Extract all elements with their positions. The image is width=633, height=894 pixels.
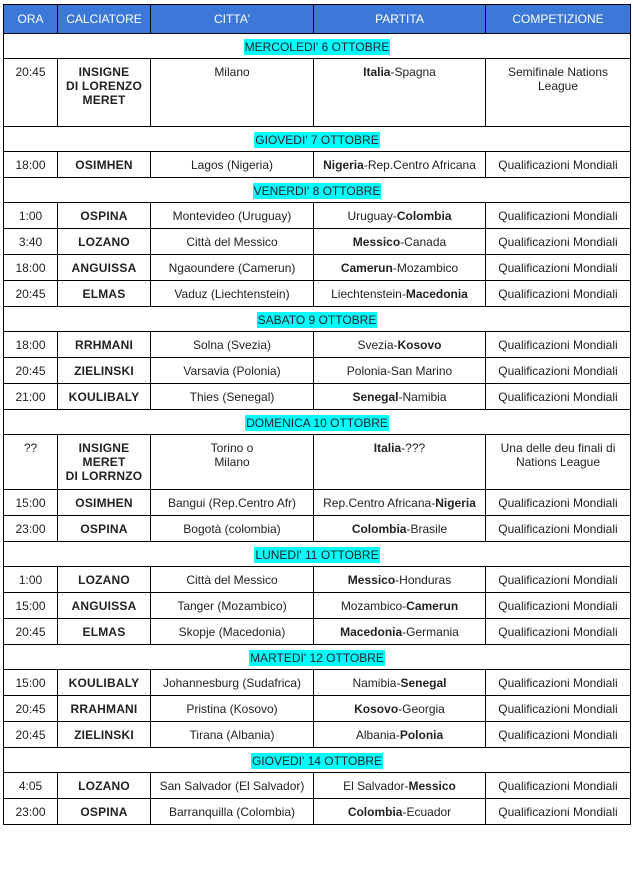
- match-city-text: Città del Messico: [186, 235, 278, 249]
- match-time: [4, 773, 58, 799]
- match-row: [4, 490, 631, 516]
- match-competition-text: Qualificazioni Mondiali: [498, 209, 618, 223]
- match-time-text: 15:00: [15, 496, 46, 510]
- match-fixture: [314, 799, 486, 825]
- team-separator: -: [401, 441, 406, 455]
- match-time-text: 20:45: [15, 65, 46, 79]
- match-player: [58, 490, 151, 516]
- day-row: [4, 178, 631, 203]
- match-player-text: ZIELINSKI: [74, 728, 134, 742]
- match-time-text: 21:00: [15, 390, 46, 404]
- team-home: Kosovo: [354, 702, 399, 716]
- team-home: Uruguay: [347, 209, 393, 223]
- match-time-text: 1:00: [18, 573, 43, 587]
- match-time: [4, 670, 58, 696]
- day-label: VENERDI' 8 OTTOBRE: [253, 184, 381, 198]
- match-city: [151, 619, 314, 645]
- day-label: LUNEDI' 11 OTTOBRE: [255, 548, 379, 562]
- day-cell: [4, 748, 631, 773]
- match-city-text: San Salvador (El Salvador): [159, 779, 305, 793]
- match-row: [4, 229, 631, 255]
- match-fixture: [314, 490, 486, 516]
- match-time-text: ??: [23, 441, 38, 455]
- match-city: [151, 490, 314, 516]
- match-fixture: [314, 59, 486, 127]
- match-player-text: LOZANO: [78, 235, 130, 249]
- match-competition-text: Qualificazioni Mondiali: [498, 702, 618, 716]
- match-player: [58, 281, 151, 307]
- match-fixture: [314, 516, 486, 542]
- match-city: [151, 516, 314, 542]
- team-home: Svezia: [357, 338, 394, 352]
- match-player-text: OSPINA: [80, 522, 128, 536]
- team-away: Spagna: [394, 65, 436, 79]
- match-competition: [486, 358, 631, 384]
- match-competition: [486, 435, 631, 490]
- team-home: Senegal: [352, 390, 399, 404]
- match-player-text: KOULIBALY: [68, 390, 140, 404]
- match-city: [151, 567, 314, 593]
- match-player: [58, 722, 151, 748]
- match-competition: [486, 255, 631, 281]
- day-label: MARTEDI' 12 OTTOBRE: [250, 651, 384, 665]
- match-time: [4, 490, 58, 516]
- match-fixture: [314, 384, 486, 410]
- match-competition-text: Qualificazioni Mondiali: [498, 573, 618, 587]
- match-competition-text: Qualificazioni Mondiali: [498, 805, 618, 819]
- match-player: [58, 229, 151, 255]
- match-player-text: ANGUISSA: [71, 599, 137, 613]
- match-competition-text: Qualificazioni Mondiali: [498, 779, 618, 793]
- team-away: Canada: [404, 235, 447, 249]
- match-player: [58, 152, 151, 178]
- match-city: [151, 696, 314, 722]
- match-time: [4, 722, 58, 748]
- match-time-text: 23:00: [15, 805, 46, 819]
- match-player: [58, 358, 151, 384]
- team-home: Italia: [373, 441, 402, 455]
- match-row: [4, 619, 631, 645]
- match-player-text: ANGUISSA: [71, 261, 137, 275]
- match-competition: [486, 152, 631, 178]
- match-competition-text: Qualificazioni Mondiali: [498, 235, 618, 249]
- day-label: DOMENICA 10 OTTOBRE: [246, 416, 388, 430]
- team-home: Camerun: [340, 261, 393, 275]
- match-city-text: Barranquilla (Colombia): [168, 805, 296, 819]
- day-cell: [4, 410, 631, 435]
- team-home: Messico: [352, 235, 401, 249]
- match-fixture: [314, 281, 486, 307]
- match-competition: [486, 593, 631, 619]
- team-separator: -: [395, 728, 400, 742]
- team-home: Namibia: [352, 676, 397, 690]
- team-separator: -: [392, 209, 397, 223]
- team-away: Rep.Centro Africana: [367, 158, 476, 172]
- match-row: [4, 516, 631, 542]
- match-city-text: Milano: [214, 65, 250, 79]
- match-city: [151, 229, 314, 255]
- match-time-text: 1:00: [18, 209, 43, 223]
- match-fixture: [314, 567, 486, 593]
- match-city-text: Tanger (Mozambico): [177, 599, 287, 613]
- match-player: [58, 593, 151, 619]
- team-away: ???: [405, 441, 426, 455]
- match-row: [4, 799, 631, 825]
- header-partita: PARTITA: [314, 5, 486, 34]
- match-city-text: Vaduz (Liechtenstein): [174, 287, 290, 301]
- match-time: [4, 203, 58, 229]
- match-player-text: LOZANO: [78, 573, 130, 587]
- match-competition-text: Qualificazioni Mondiali: [498, 390, 618, 404]
- match-city: [151, 281, 314, 307]
- match-fixture: [314, 619, 486, 645]
- match-city-text: Montevideo (Uruguay): [172, 209, 292, 223]
- match-city: [151, 670, 314, 696]
- match-fixture: [314, 670, 486, 696]
- match-competition-text: Qualificazioni Mondiali: [498, 599, 618, 613]
- team-separator: -: [392, 261, 397, 275]
- match-row: [4, 384, 631, 410]
- match-time: [4, 152, 58, 178]
- match-city: [151, 799, 314, 825]
- team-home: El Salvador: [343, 779, 405, 793]
- match-fixture: [314, 332, 486, 358]
- header-row: [4, 5, 631, 34]
- team-home: Italia: [363, 65, 391, 79]
- match-city: [151, 384, 314, 410]
- match-time: [4, 593, 58, 619]
- match-competition-text: Qualificazioni Mondiali: [498, 625, 618, 639]
- match-time: [4, 799, 58, 825]
- match-time-text: 15:00: [15, 599, 46, 613]
- match-competition: [486, 281, 631, 307]
- team-separator: -: [390, 65, 395, 79]
- match-city-text: Skopje (Macedonia): [178, 625, 286, 639]
- team-separator: -: [431, 496, 436, 510]
- match-fixture: [314, 358, 486, 384]
- day-label: GIOVEDI' 14 OTTOBRE: [251, 754, 383, 768]
- match-time-text: 18:00: [15, 261, 46, 275]
- match-row: [4, 670, 631, 696]
- day-row: [4, 34, 631, 59]
- match-fixture: [314, 722, 486, 748]
- team-home: Colombia: [351, 522, 407, 536]
- match-player-text: ZIELINSKI: [74, 364, 134, 378]
- match-player-text: RRAHMANI: [70, 702, 138, 716]
- match-competition-text: Semifinale Nations League: [507, 65, 609, 93]
- day-cell: [4, 127, 631, 152]
- match-player: [58, 203, 151, 229]
- match-fixture: [314, 203, 486, 229]
- team-away: Macedonia: [405, 287, 468, 301]
- match-time: [4, 567, 58, 593]
- header-ora: ORA: [4, 5, 58, 34]
- team-away: Messico: [408, 779, 456, 793]
- team-separator: -: [386, 364, 391, 378]
- header-competizione: COMPETIZIONE: [486, 5, 631, 34]
- match-fixture: [314, 773, 486, 799]
- match-player: [58, 567, 151, 593]
- team-separator: -: [396, 676, 401, 690]
- team-home: Mozambico: [340, 599, 403, 613]
- team-away: Kosovo: [397, 338, 442, 352]
- match-competition-text: Qualificazioni Mondiali: [498, 338, 618, 352]
- match-row: [4, 255, 631, 281]
- team-away: Senegal: [400, 676, 447, 690]
- team-separator: -: [406, 522, 411, 536]
- team-separator: -: [393, 338, 398, 352]
- match-player: [58, 255, 151, 281]
- match-city: [151, 332, 314, 358]
- day-row: [4, 410, 631, 435]
- match-player: [58, 696, 151, 722]
- match-city-text: Bogotà (colombia): [183, 522, 281, 536]
- match-row: [4, 281, 631, 307]
- match-time-text: 20:45: [15, 728, 46, 742]
- day-row: [4, 307, 631, 332]
- team-separator: -: [400, 235, 405, 249]
- match-city-text: Tirana (Albania): [189, 728, 275, 742]
- match-player-text: OSIMHEN: [75, 158, 133, 172]
- match-city: [151, 773, 314, 799]
- match-player-text: INSIGNE DI LORENZO MERET: [66, 65, 142, 107]
- match-row: [4, 567, 631, 593]
- match-city-text: Johannesburg (Sudafrica): [162, 676, 302, 690]
- match-city-text: Thies (Senegal): [189, 390, 275, 404]
- team-home: Polonia: [346, 364, 387, 378]
- team-home: Colombia: [347, 805, 403, 819]
- match-player-text: ELMAS: [82, 625, 126, 639]
- team-home: Rep.Centro Africana: [323, 496, 432, 510]
- match-city: [151, 59, 314, 127]
- match-competition-text: Qualificazioni Mondiali: [498, 364, 618, 378]
- team-away: Ecuador: [406, 805, 452, 819]
- match-city: [151, 593, 314, 619]
- team-home: Liechtenstein: [331, 287, 402, 301]
- match-time: [4, 435, 58, 490]
- match-city-text: Ngaoundere (Camerun): [168, 261, 296, 275]
- team-away: Polonia: [399, 728, 444, 742]
- match-competition: [486, 332, 631, 358]
- match-city-text: Solna (Svezia): [192, 338, 272, 352]
- team-away: Camerun: [406, 599, 459, 613]
- match-fixture: [314, 435, 486, 490]
- match-competition-text: Qualificazioni Mondiali: [498, 158, 618, 172]
- match-player-text: RRHMANI: [74, 338, 134, 352]
- match-competition: [486, 670, 631, 696]
- match-city: [151, 152, 314, 178]
- match-competition: [486, 773, 631, 799]
- schedule-sheet: [3, 4, 630, 825]
- team-separator: -: [395, 573, 400, 587]
- match-player: [58, 670, 151, 696]
- match-competition-text: Qualificazioni Mondiali: [498, 522, 618, 536]
- match-city-text: Torino o Milano: [210, 441, 254, 469]
- match-competition-text: Qualificazioni Mondiali: [498, 728, 618, 742]
- match-time: [4, 332, 58, 358]
- match-fixture: [314, 152, 486, 178]
- match-city: [151, 255, 314, 281]
- match-player: [58, 516, 151, 542]
- match-city: [151, 203, 314, 229]
- match-player: [58, 332, 151, 358]
- match-competition: [486, 203, 631, 229]
- match-player: [58, 619, 151, 645]
- match-time-text: 23:00: [15, 522, 46, 536]
- match-player-text: OSPINA: [80, 209, 128, 223]
- team-home: Nigeria: [323, 158, 364, 172]
- match-row: [4, 332, 631, 358]
- team-away: Mozambico: [396, 261, 459, 275]
- match-competition: [486, 490, 631, 516]
- team-home: Macedonia: [340, 625, 403, 639]
- team-separator: -: [404, 779, 409, 793]
- match-row: [4, 722, 631, 748]
- day-row: [4, 127, 631, 152]
- day-label: SABATO 9 OTTOBRE: [257, 313, 377, 327]
- match-player-text: OSIMHEN: [75, 496, 133, 510]
- match-competition: [486, 722, 631, 748]
- match-row: [4, 435, 631, 490]
- match-competition-text: Qualificazioni Mondiali: [498, 496, 618, 510]
- match-row: [4, 358, 631, 384]
- match-time-text: 20:45: [15, 287, 46, 301]
- match-city-text: Città del Messico: [186, 573, 278, 587]
- match-time: [4, 384, 58, 410]
- match-competition: [486, 384, 631, 410]
- match-time-text: 20:45: [15, 364, 46, 378]
- team-separator: -: [402, 625, 407, 639]
- match-competition-text: Qualificazioni Mondiali: [498, 676, 618, 690]
- header-calciatore: CALCIATORE: [58, 5, 151, 34]
- match-time: [4, 281, 58, 307]
- team-separator: -: [363, 158, 368, 172]
- match-player: [58, 435, 151, 490]
- match-time-text: 3:40: [18, 235, 43, 249]
- day-cell: [4, 34, 631, 59]
- match-fixture: [314, 255, 486, 281]
- match-competition: [486, 696, 631, 722]
- match-player-text: INSIGNE MERET DI LORRNZO: [65, 441, 143, 483]
- match-competition-text: Una delle deu finali di Nations League: [500, 441, 616, 469]
- day-cell: [4, 178, 631, 203]
- match-city: [151, 722, 314, 748]
- match-city-text: Varsavia (Polonia): [183, 364, 281, 378]
- match-row: [4, 593, 631, 619]
- match-time-text: 15:00: [15, 676, 46, 690]
- team-separator: -: [398, 390, 403, 404]
- schedule-body: [4, 34, 631, 825]
- match-time: [4, 358, 58, 384]
- match-competition: [486, 59, 631, 127]
- match-player-text: ELMAS: [82, 287, 126, 301]
- team-separator: -: [401, 287, 406, 301]
- match-competition: [486, 619, 631, 645]
- match-time: [4, 229, 58, 255]
- match-competition-text: Qualificazioni Mondiali: [498, 287, 618, 301]
- day-row: [4, 645, 631, 670]
- match-time-text: 20:45: [15, 625, 46, 639]
- match-city-text: Lagos (Nigeria): [190, 158, 274, 172]
- team-away: Namibia: [402, 390, 447, 404]
- match-row: [4, 203, 631, 229]
- match-player: [58, 59, 151, 127]
- day-cell: [4, 307, 631, 332]
- team-away: Honduras: [399, 573, 452, 587]
- match-city-text: Pristina (Kosovo): [186, 702, 278, 716]
- team-away: Nigeria: [435, 496, 476, 510]
- team-away: Georgia: [402, 702, 445, 716]
- match-player: [58, 384, 151, 410]
- match-player-text: LOZANO: [78, 779, 130, 793]
- team-away: Germania: [406, 625, 459, 639]
- match-time-text: 20:45: [15, 702, 46, 716]
- team-away: San Marino: [390, 364, 453, 378]
- match-time-text: 4:05: [18, 779, 43, 793]
- team-separator: -: [398, 702, 403, 716]
- day-row: [4, 542, 631, 567]
- match-player: [58, 799, 151, 825]
- day-cell: [4, 542, 631, 567]
- team-away: Colombia: [396, 209, 452, 223]
- match-row: [4, 696, 631, 722]
- team-home: Albania: [355, 728, 396, 742]
- match-fixture: [314, 696, 486, 722]
- match-competition-text: Qualificazioni Mondiali: [498, 261, 618, 275]
- match-fixture: [314, 593, 486, 619]
- match-time: [4, 255, 58, 281]
- match-time-text: 18:00: [15, 338, 46, 352]
- day-label: GIOVEDI' 7 OTTOBRE: [255, 133, 379, 147]
- match-row: [4, 59, 631, 127]
- match-competition: [486, 516, 631, 542]
- match-fixture: [314, 229, 486, 255]
- match-row: [4, 773, 631, 799]
- match-row: [4, 152, 631, 178]
- match-competition: [486, 799, 631, 825]
- team-separator: -: [402, 805, 407, 819]
- match-time: [4, 59, 58, 127]
- match-competition: [486, 567, 631, 593]
- match-time-text: 18:00: [15, 158, 46, 172]
- match-time: [4, 516, 58, 542]
- match-player-text: OSPINA: [80, 805, 128, 819]
- header-citta: CITTA': [151, 5, 314, 34]
- match-city-text: Bangui (Rep.Centro Afr): [167, 496, 297, 510]
- match-competition: [486, 229, 631, 255]
- day-label: MERCOLEDI' 6 OTTOBRE: [244, 40, 390, 54]
- match-player-text: KOULIBALY: [68, 676, 140, 690]
- match-city: [151, 435, 314, 490]
- team-home: Messico: [347, 573, 396, 587]
- match-city: [151, 358, 314, 384]
- day-cell: [4, 645, 631, 670]
- match-time: [4, 696, 58, 722]
- day-row: [4, 748, 631, 773]
- match-time: [4, 619, 58, 645]
- team-away: Brasile: [410, 522, 448, 536]
- match-player: [58, 773, 151, 799]
- schedule-table: [3, 4, 631, 825]
- team-separator: -: [402, 599, 407, 613]
